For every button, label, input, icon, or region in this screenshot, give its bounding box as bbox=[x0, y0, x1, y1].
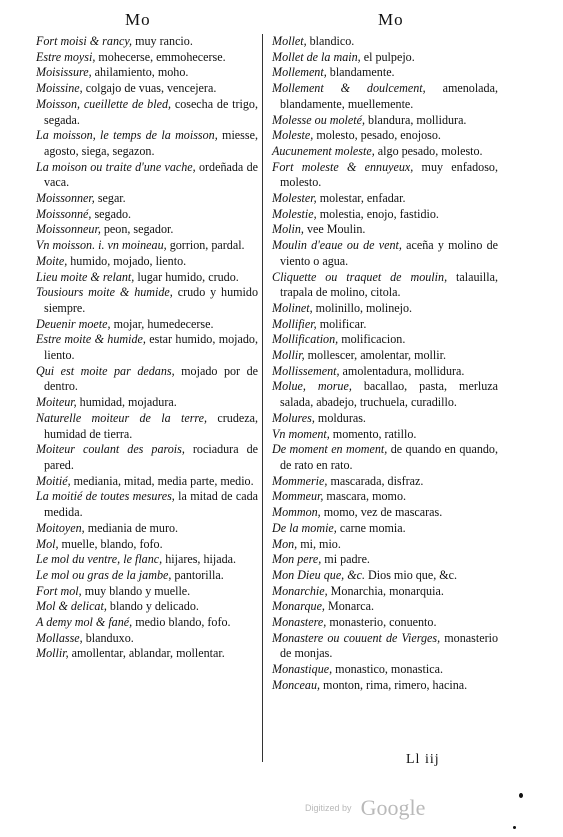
dictionary-entry bbox=[272, 662, 498, 678]
entry-definition: gorrion, pardal. bbox=[166, 238, 245, 253]
entry-definition: mollescer, amolentar, mollir. bbox=[304, 348, 447, 363]
entry-headword: Moleste, bbox=[272, 128, 314, 143]
entry-definition: segado. bbox=[91, 206, 132, 221]
entry-headword: Monarque, bbox=[272, 599, 325, 614]
entry-headword: Qui est moite par dedans, bbox=[36, 363, 175, 378]
dictionary-entry bbox=[272, 615, 498, 631]
entry-headword: La moison ou traite d'une vache, bbox=[36, 159, 196, 174]
entry-definition: amollentar, ablandar, mollentar. bbox=[68, 646, 225, 661]
dictionary-entry bbox=[36, 285, 258, 316]
entry-definition: hijares, hijada. bbox=[162, 552, 237, 567]
dictionary-entry bbox=[36, 254, 258, 270]
entry-definition: la mitad de cada medida. bbox=[44, 489, 258, 520]
dictionary-entry bbox=[272, 599, 498, 615]
entry-definition: lugar humido, crudo. bbox=[134, 269, 239, 284]
entry-headword: De moment en moment, bbox=[272, 442, 388, 457]
entry-headword: Cliquette ou traquet de moulin, bbox=[272, 269, 448, 284]
entry-definition: segar. bbox=[94, 191, 126, 206]
entry-headword: Moiteur coulant des parois, bbox=[36, 442, 185, 457]
entry-definition: amenolada, blandamente, muellemente. bbox=[280, 81, 498, 111]
entry-definition: de quando en quando, de rato en rato. bbox=[280, 442, 498, 472]
dictionary-entry bbox=[272, 364, 498, 380]
entry-headword: Fort moleste & ennuyeux, bbox=[272, 159, 414, 174]
entry-headword: Estre moite & humide, bbox=[36, 332, 146, 347]
entry-definition: muelle, blando, fofo. bbox=[58, 536, 163, 551]
entry-definition: molinillo, molinejo. bbox=[312, 300, 413, 315]
entry-headword: Moissine, bbox=[36, 81, 83, 96]
entry-definition: crudeza, humidad de tierra. bbox=[44, 410, 259, 441]
entry-definition: peon, segador. bbox=[100, 222, 174, 237]
dictionary-entry bbox=[36, 81, 258, 97]
entry-definition: blanduxo. bbox=[82, 630, 134, 645]
entry-headword: Fort moisi & rancy, bbox=[36, 34, 133, 48]
entry-definition: molestar, enfadar. bbox=[316, 191, 406, 206]
dictionary-entry bbox=[36, 584, 258, 600]
entry-definition: carne momia. bbox=[336, 520, 406, 535]
dictionary-entry bbox=[36, 317, 258, 333]
entry-headword: Mollification, bbox=[272, 332, 339, 347]
dictionary-entry bbox=[272, 427, 498, 443]
dictionary-entry bbox=[36, 537, 258, 553]
dictionary-entry bbox=[36, 332, 258, 363]
dictionary-entry bbox=[272, 411, 498, 427]
dictionary-entry bbox=[272, 505, 498, 521]
entry-headword: Le mol ou gras de la jambe, bbox=[36, 567, 172, 582]
dictionary-entry bbox=[272, 238, 498, 269]
entry-definition: bacallao, pasta, merluza salada, abadejo, truchuela, curadillo. bbox=[280, 379, 498, 410]
dictionary-entry bbox=[36, 615, 258, 631]
entry-definition: monasterio, conuento. bbox=[326, 615, 437, 630]
entry-definition: mediania, mitad, media parte, medio. bbox=[70, 473, 254, 488]
dictionary-entry bbox=[272, 348, 498, 364]
dictionary-entry bbox=[36, 160, 258, 191]
entry-definition: blandamente. bbox=[326, 65, 395, 80]
entry-headword: Monastique, bbox=[272, 662, 333, 677]
entry-definition: ahilamiento, moho. bbox=[91, 65, 189, 80]
entry-headword: Monastere ou couuent de Vierges, bbox=[272, 630, 441, 645]
entry-headword: Mollet de la main, bbox=[272, 49, 361, 64]
dictionary-entry bbox=[272, 584, 498, 600]
dictionary-entry bbox=[36, 521, 258, 537]
entry-headword: Mol & delicat, bbox=[36, 599, 107, 614]
dictionary-entry bbox=[272, 631, 498, 662]
dictionary-entry bbox=[36, 395, 258, 411]
entry-definition: mi, mio. bbox=[297, 536, 341, 551]
entry-definition: molificacion. bbox=[338, 332, 406, 347]
entry-definition: molesto, pesado, enojoso. bbox=[313, 128, 441, 143]
header-left: Mo bbox=[125, 10, 151, 29]
dictionary-entry bbox=[272, 34, 498, 50]
entry-headword: Molestie, bbox=[272, 206, 317, 221]
entry-headword: Moite, bbox=[36, 253, 68, 268]
entry-headword: De la momie, bbox=[272, 520, 337, 535]
entry-headword: Mommon, bbox=[272, 505, 321, 520]
dictionary-entry bbox=[36, 474, 258, 490]
dictionary-entry bbox=[272, 552, 498, 568]
dictionary-entry bbox=[36, 442, 258, 473]
dictionary-entry bbox=[272, 160, 498, 191]
entry-headword: Mollifier, bbox=[272, 316, 317, 331]
entry-definition: mediania de muro. bbox=[84, 520, 179, 535]
ink-speck bbox=[519, 793, 523, 798]
entry-definition: cosecha de trigo, segada. bbox=[44, 96, 258, 127]
dictionary-entry bbox=[272, 270, 498, 301]
dictionary-entry bbox=[36, 222, 258, 238]
entry-headword: Mollissement, bbox=[272, 363, 340, 378]
dictionary-entry bbox=[36, 489, 258, 520]
dictionary-entry bbox=[272, 474, 498, 490]
entry-headword: Mollir, bbox=[36, 646, 69, 661]
entry-headword: Molue, morue, bbox=[272, 379, 352, 394]
dictionary-entry bbox=[36, 568, 258, 584]
dictionary-entry bbox=[272, 317, 498, 333]
entry-definition: monastico, monastica. bbox=[332, 662, 443, 677]
entry-headword: Le mol du ventre, le flanc, bbox=[36, 552, 163, 567]
entry-headword: Moulin d'eaue ou de vent, bbox=[272, 238, 402, 253]
entry-definition: Monarchia, monarquia. bbox=[327, 583, 444, 598]
entry-definition: amolentadura, mollidura. bbox=[339, 363, 465, 378]
dictionary-entry bbox=[272, 128, 498, 144]
entry-headword: Monastere, bbox=[272, 615, 327, 630]
entry-headword: A demy mol & fané, bbox=[36, 615, 133, 630]
dictionary-entry bbox=[272, 113, 498, 129]
entry-headword: Estre moysi, bbox=[36, 49, 96, 64]
entry-definition: medio blando, fofo. bbox=[132, 615, 231, 630]
entry-headword: La moisson, le temps de la moisson, bbox=[36, 128, 218, 143]
entry-headword: Molinet, bbox=[272, 300, 313, 315]
entry-definition: colgajo de vuas, vencejera. bbox=[82, 81, 217, 96]
dictionary-entry bbox=[36, 364, 258, 395]
dictionary-entry bbox=[36, 631, 258, 647]
dictionary-entry bbox=[36, 34, 258, 50]
entry-definition: mi padre. bbox=[321, 552, 370, 567]
left-column bbox=[36, 34, 258, 662]
entry-definition: molestia, enojo, fastidio. bbox=[316, 206, 439, 221]
dictionary-entry bbox=[272, 144, 498, 160]
entry-definition: Dios mio que, &c. bbox=[365, 567, 458, 582]
entry-definition: vee Moulin. bbox=[303, 222, 366, 237]
entry-definition: mojado por de dentro. bbox=[44, 363, 258, 394]
entry-headword: Monarchie, bbox=[272, 583, 328, 598]
watermark-brand: Google bbox=[360, 795, 426, 820]
dictionary-entry bbox=[36, 191, 258, 207]
dictionary-entry bbox=[272, 442, 498, 473]
entry-headword: Mollet, bbox=[272, 34, 307, 48]
entry-definition: rociadura de pared. bbox=[44, 442, 258, 472]
entry-definition: molduras. bbox=[314, 410, 366, 425]
entry-headword: Deuenir moete, bbox=[36, 316, 111, 331]
dictionary-entry bbox=[36, 97, 258, 128]
entry-headword: Mommeur, bbox=[272, 489, 324, 504]
entry-headword: Mollasse, bbox=[36, 630, 83, 645]
entry-definition: Monarca. bbox=[324, 599, 374, 614]
dictionary-entry bbox=[272, 222, 498, 238]
entry-headword: Vn moment, bbox=[272, 426, 330, 441]
dictionary-entry bbox=[36, 270, 258, 286]
dictionary-entry bbox=[36, 128, 258, 159]
entry-headword: Mon Dieu que, &c. bbox=[272, 567, 366, 582]
running-header bbox=[0, 8, 563, 32]
entry-definition: el pulpejo. bbox=[360, 49, 415, 64]
entry-definition: algo pesado, molesto. bbox=[374, 143, 483, 158]
right-column bbox=[272, 34, 498, 694]
entry-headword: Mollement & doulcement, bbox=[272, 81, 426, 96]
entry-headword: Aucunement moleste, bbox=[272, 143, 375, 158]
dictionary-entry bbox=[272, 568, 498, 584]
entry-headword: La moitié de toutes mesures, bbox=[36, 489, 175, 504]
entry-definition: monasterio de monjas. bbox=[280, 630, 499, 661]
dictionary-entry bbox=[272, 537, 498, 553]
entry-definition: molificar. bbox=[316, 316, 367, 331]
entry-definition: crudo y humido siempre. bbox=[44, 285, 258, 315]
column-divider bbox=[262, 34, 263, 762]
dictionary-entry bbox=[36, 238, 258, 254]
entry-definition: momento, ratillo. bbox=[329, 426, 417, 441]
signature-mark: Ll iij bbox=[406, 752, 440, 767]
dictionary-entry bbox=[272, 50, 498, 66]
entry-definition: talauilla, trapala de molino, citola. bbox=[280, 269, 498, 300]
dictionary-entry bbox=[272, 678, 498, 694]
entry-headword: Moissonné, bbox=[36, 206, 92, 221]
entry-definition: mojar, humedecerse. bbox=[110, 316, 214, 331]
entry-definition: blando y delicado. bbox=[106, 599, 199, 614]
entry-headword: Mon pere, bbox=[272, 552, 322, 567]
entry-headword: Moissonneur, bbox=[36, 222, 101, 237]
dictionary-entry bbox=[272, 332, 498, 348]
entry-headword: Mon, bbox=[272, 536, 298, 551]
dictionary-entry bbox=[272, 521, 498, 537]
digitized-watermark bbox=[305, 795, 425, 825]
entry-headword: Molures, bbox=[272, 410, 315, 425]
dictionary-entry bbox=[36, 50, 258, 66]
dictionary-entry bbox=[36, 552, 258, 568]
dictionary-entry bbox=[36, 207, 258, 223]
watermark-prefix: Digitized by bbox=[305, 803, 352, 813]
entry-headword: Moisson, cueillette de bled, bbox=[36, 96, 172, 111]
entry-headword: Molester, bbox=[272, 191, 317, 206]
dictionary-entry bbox=[272, 207, 498, 223]
entry-definition: blandura, mollidura. bbox=[365, 112, 467, 127]
entry-definition: blandico. bbox=[306, 34, 355, 48]
entry-headword: Vn moisson. i. vn moineau, bbox=[36, 238, 167, 253]
dictionary-entry bbox=[36, 411, 258, 442]
entry-headword: Moitoyen, bbox=[36, 520, 85, 535]
dictionary-entry bbox=[272, 81, 498, 112]
dictionary-entry bbox=[272, 489, 498, 505]
header-right: Mo bbox=[378, 10, 404, 29]
entry-headword: Moissonner, bbox=[36, 191, 95, 206]
entry-definition: mascarada, disfraz. bbox=[327, 473, 424, 488]
entry-headword: Molin, bbox=[272, 222, 304, 237]
entry-headword: Naturelle moiteur de la terre, bbox=[36, 410, 208, 425]
entry-headword: Mommerie, bbox=[272, 473, 328, 488]
entry-headword: Fort mol, bbox=[36, 583, 82, 598]
entry-headword: Mol, bbox=[36, 536, 59, 551]
entry-headword: Molesse ou moleté, bbox=[272, 112, 366, 127]
entry-headword: Moitié, bbox=[36, 473, 71, 488]
entry-headword: Mollement, bbox=[272, 65, 327, 80]
entry-headword: Moiteur, bbox=[36, 395, 77, 410]
entry-headword: Mollir, bbox=[272, 348, 305, 363]
entry-definition: muy rancio. bbox=[132, 34, 193, 48]
entry-definition: miesse, agosto, siega, segazon. bbox=[44, 128, 258, 158]
dictionary-entry bbox=[272, 301, 498, 317]
entry-headword: Monceau, bbox=[272, 677, 321, 692]
entry-definition: aceña y molino de viento o agua. bbox=[280, 238, 499, 268]
entry-headword: Moisissure, bbox=[36, 65, 92, 80]
dictionary-entry bbox=[272, 191, 498, 207]
entry-definition: humidad, mojadura. bbox=[76, 395, 177, 410]
entry-definition: humido, mojado, liento. bbox=[67, 253, 187, 268]
entry-definition: muy blando y muelle. bbox=[81, 583, 191, 598]
dictionary-entry bbox=[36, 65, 258, 81]
entry-definition: pantorilla. bbox=[171, 567, 224, 582]
dictionary-entry bbox=[272, 379, 498, 410]
dictionary-entry bbox=[36, 646, 258, 662]
entry-definition: monton, rima, rimero, hacina. bbox=[320, 677, 468, 692]
entry-definition: ordeñada de vaca. bbox=[44, 159, 258, 190]
entry-definition: momo, vez de mascaras. bbox=[320, 505, 443, 520]
ink-speck bbox=[513, 826, 516, 829]
entry-definition: mohecerse, emmohecerse. bbox=[95, 49, 226, 64]
entry-headword: Lieu moite & relant, bbox=[36, 269, 135, 284]
entry-headword: Tousiours moite & humide, bbox=[36, 285, 173, 300]
dictionary-entry bbox=[36, 599, 258, 615]
entry-definition: mascara, momo. bbox=[323, 489, 407, 504]
dictionary-entry bbox=[272, 65, 498, 81]
entry-definition: muy enfadoso, molesto. bbox=[280, 159, 498, 190]
entry-definition: estar humido, mojado, liento. bbox=[44, 332, 258, 363]
